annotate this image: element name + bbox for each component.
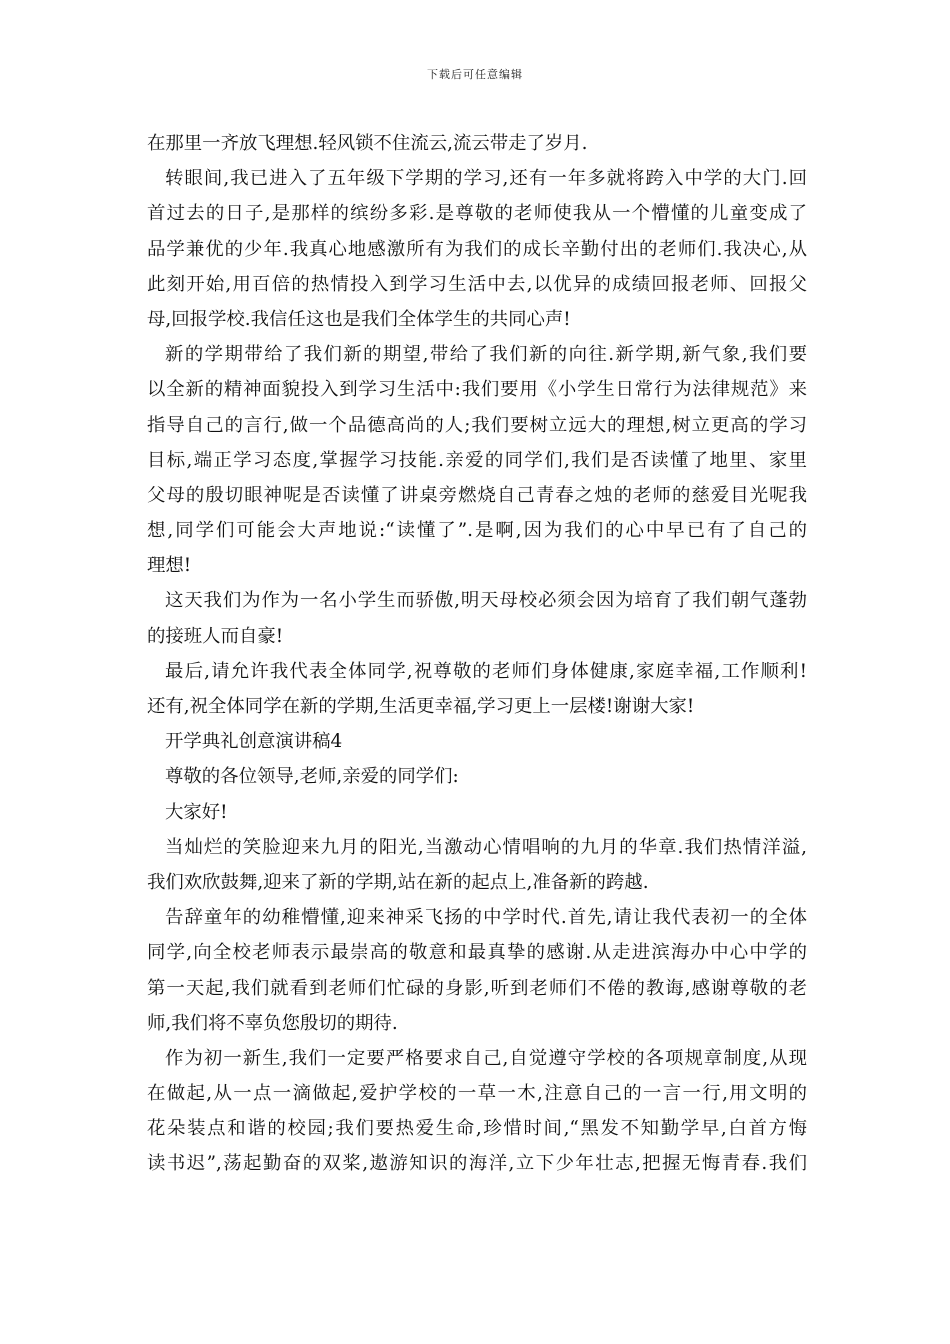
text-line: 作为初一新生,我们一定要严格要求自己,自觉遵守学校的各项规章制度,从现 bbox=[165, 1047, 807, 1069]
text-line: 首过去的日子,是那样的缤纷多彩.是尊敬的老师使我从一个懵懂的儿童变成了 bbox=[147, 203, 807, 225]
text-line: 以全新的精神面貌投入到学习生活中:我们要用《小学生日常行为法律规范》来 bbox=[147, 379, 807, 401]
text-line: 指导自己的言行,做一个品德高尚的人;我们要树立远大的理想,树立更高的学习 bbox=[147, 414, 807, 436]
text-line: 理想! bbox=[147, 555, 192, 577]
text-line: 转眼间,我已进入了五年级下学期的学习,还有一年多就将跨入中学的大门.回 bbox=[165, 168, 807, 190]
text-line: 在做起,从一点一滴做起,爱护学校的一草一木,注意自己的一言一行,用文明的 bbox=[147, 1083, 807, 1105]
text-line: 父母的殷切眼神呢是否读懂了讲桌旁燃烧自己青春之烛的老师的慈爱目光呢我 bbox=[147, 484, 807, 506]
text-line: 花朵装点和谐的校园;我们要热爱生命,珍惜时间,“黑发不知勤学早,白首方悔 bbox=[147, 1118, 807, 1140]
text-line: 在那里一齐放飞理想.轻风锁不住流云,流云带走了岁月. bbox=[147, 133, 588, 154]
text-line: 想,同学们可能会大声地说:“读懂了”.是啊,因为我们的心中早已有了自己的 bbox=[147, 520, 807, 542]
text-line: 尊敬的各位领导,老师,亲爱的同学们: bbox=[165, 766, 459, 788]
text-line: 第一天起,我们就看到老师们忙碌的身影,听到老师们不倦的教诲,感谢尊敬的老 bbox=[147, 977, 807, 999]
text-line: 大家好! bbox=[165, 801, 228, 823]
text-line: 还有,祝全体同学在新的学期,生活更幸福,学习更上一层楼!谢谢大家! bbox=[147, 696, 695, 717]
text-line: 同学,向全校老师表示最崇高的敬意和最真挚的感谢.从走进滨海办中心中学的 bbox=[147, 942, 807, 964]
text-line: 新的学期带给了我们新的期望,带给了我们新的向往.新学期,新气象,我们要 bbox=[165, 344, 807, 366]
text-line: 师,我们将不辜负您殷切的期待. bbox=[147, 1012, 398, 1034]
text-line: 我们欢欣鼓舞,迎来了新的学期,站在新的起点上,准备新的跨越. bbox=[147, 871, 649, 893]
text-line: 这天我们为作为一名小学生而骄傲,明天母校必须会因为培育了我们朝气蓬勃 bbox=[165, 590, 807, 612]
text-line: 当灿烂的笑脸迎来九月的阳光,当激动心情唱响的九月的华章.我们热情洋溢, bbox=[165, 836, 807, 858]
text-line: 目标,端正学习态度,掌握学习技能.亲爱的同学们,我们是否读懂了地里、家里 bbox=[147, 449, 807, 471]
text-line: 品学兼优的少年.我真心地感激所有为我们的成长辛勤付出的老师们.我决心,从 bbox=[147, 238, 807, 260]
text-line: 告辞童年的幼稚懵懂,迎来神采飞扬的中学时代.首先,请让我代表初一的全体 bbox=[165, 907, 807, 929]
text-line: 开学典礼创意演讲稿4 bbox=[165, 731, 343, 753]
text-line: 此刻开始,用百倍的热情投入到学习生活中去,以优异的成绩回报老师、回报父 bbox=[147, 273, 807, 295]
text-line: 母,回报学校.我信任这也是我们全体学生的共同心声! bbox=[147, 308, 571, 330]
text-line: 最后,请允许我代表全体同学,祝尊敬的老师们身体健康,家庭幸福,工作顺利! bbox=[165, 660, 807, 682]
text-line: 的接班人而自豪! bbox=[147, 625, 284, 647]
text-line: 读书迟”,荡起勤奋的双桨,遨游知识的海洋,立下少年壮志,把握无悔青春.我们 bbox=[147, 1153, 807, 1175]
page-header: 下载后可任意编辑 bbox=[427, 68, 523, 81]
document-body bbox=[147, 126, 807, 1182]
